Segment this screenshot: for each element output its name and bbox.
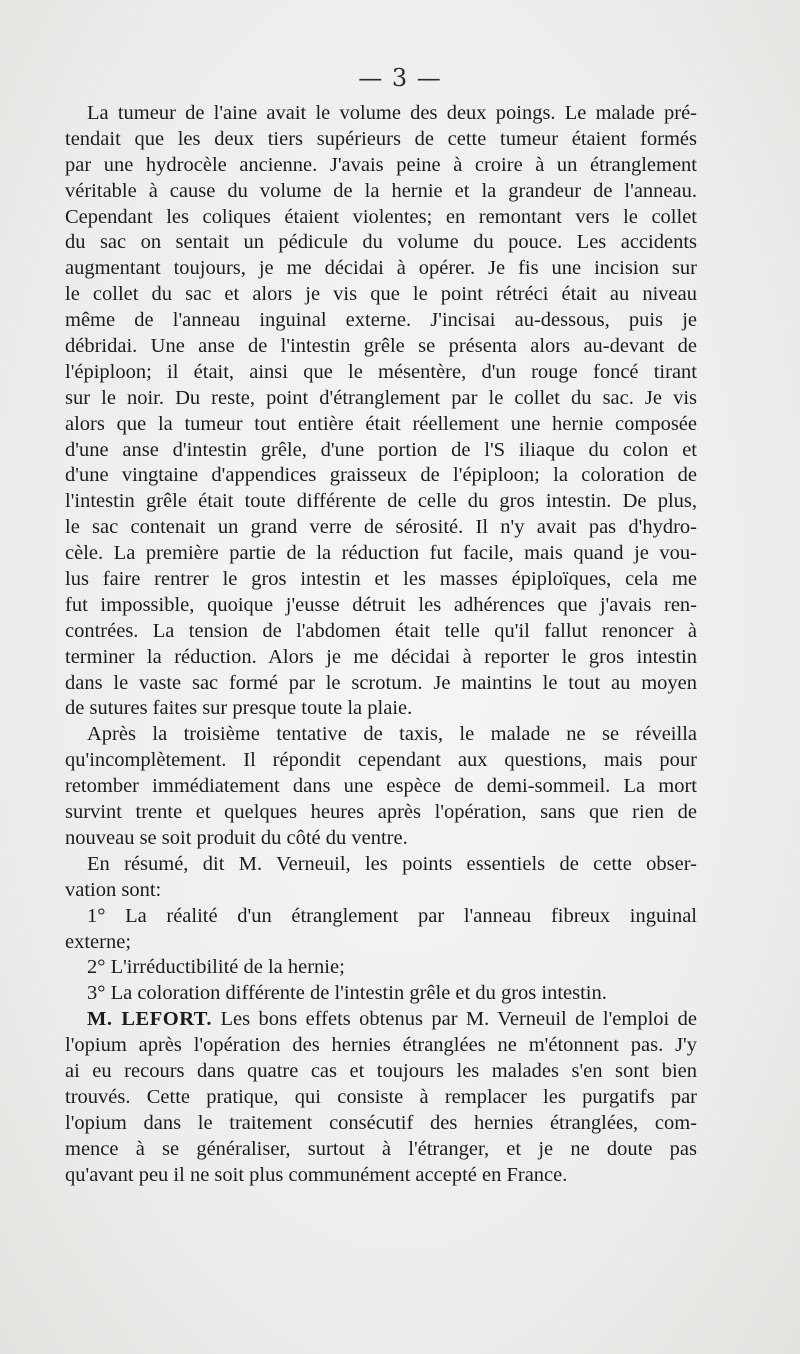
text-line: l'intestin grêle était toute différente de celle du gros intestin. De plus, [65, 490, 697, 513]
body-text [65, 101, 697, 1188]
text-line: qu'avant peu il ne soit plus communément accepté en France. [65, 1163, 568, 1186]
list-item-line: 2° L'irréductibilité de la hernie; [87, 956, 345, 979]
text-line: lus faire rentrer le gros intestin et les masses épiploïques, cela me [65, 568, 697, 591]
text-line: Après la troisième tentative de taxis, le malade ne se réveilla [87, 723, 697, 746]
text-line: d'une anse d'intestin grêle, d'une portion de l'S iliaque du colon et [65, 438, 697, 461]
list-item-line: 1° La réalité d'un étranglement par l'anneau fibreux inguinal [87, 904, 697, 927]
text-line: terminer la réduction. Alors je me décidai à reporter le gros intestin [65, 645, 697, 668]
text-line: contrées. La tension de l'abdomen était telle qu'il fallut renoncer à [65, 619, 697, 642]
text-line: l'épiploon; il était, ainsi que le mésentère, d'un rouge foncé tirant [65, 360, 697, 383]
text-line: sur le noir. Du reste, point d'étranglement par le collet du sac. Je vis [65, 386, 697, 409]
text-line: d'une vingtaine d'appendices graisseux de l'épiploon; la coloration de [65, 464, 697, 487]
speaker-name: M. LEFORT. [87, 1008, 213, 1031]
text-line: ai eu recours dans quatre cas et toujours les malades s'en sont bien [65, 1059, 697, 1082]
text-line [65, 1007, 697, 1033]
text-line: débridai. Une anse de l'intestin grêle se présenta alors au-devant de [65, 335, 697, 358]
text-line: alors que la tumeur tout entière était réellement une hernie composée [65, 412, 697, 435]
text-line: Cependant les coliques étaient violentes; en remontant vers le collet [65, 205, 697, 228]
list-item-line: 3° La coloration différente de l'intestin grêle et du gros intestin. [87, 982, 607, 1005]
text-line: véritable à cause du volume de la hernie et la grandeur de l'anneau. [65, 179, 697, 202]
speaker-text: Les bons effets obtenus par M. Verneuil de l'emploi de [212, 1008, 697, 1031]
text-line: En résumé, dit M. Verneuil, les points essentiels de cette obser- [87, 852, 697, 875]
text-line: l'opium dans le traitement consécutif des hernies étranglées, com- [65, 1111, 697, 1134]
text-line: qu'incomplètement. Il répondit cependant aux questions, mais pour [65, 749, 697, 772]
text-line: La tumeur de l'aine avait le volume des deux poings. Le malade pré- [87, 102, 697, 124]
text-line: survint trente et quelques heures après l'opération, sans que rien de [65, 801, 697, 824]
text-line: mence à se généraliser, surtout à l'étranger, et je ne doute pas [65, 1137, 697, 1160]
text-line: augmentant toujours, je me décidai à opérer. Je fis une incision sur [65, 257, 697, 280]
text-line: trouvés. Cette pratique, qui consiste à remplacer les purgatifs par [65, 1085, 697, 1108]
text-line: l'opium après l'opération des hernies étranglées ne m'étonnent pas. J'y [65, 1034, 697, 1057]
text-line: fut impossible, quoique j'eusse détruit les adhérences que j'avais ren- [65, 593, 697, 616]
text-line: de sutures faites sur presque toute la plaie. [65, 697, 413, 720]
text-line: même de l'anneau inguinal externe. J'incisai au-dessous, puis je [65, 309, 697, 332]
text-line: retomber immédiatement dans une espèce de demi-sommeil. La mort [65, 775, 697, 798]
text-line: vation sont: [65, 878, 162, 901]
text-line: le collet du sac et alors je vis que le point rétréci était au niveau [65, 283, 697, 306]
text-line: nouveau se soit produit du côté du ventre. [65, 826, 408, 849]
text-line: du sac on sentait un pédicule du volume du pouce. Les accidents [65, 231, 697, 254]
text-line: par une hydrocèle ancienne. J'avais peine à croire à un étranglement [65, 153, 697, 176]
text-line: dans le vaste sac formé par le scrotum. Je maintins le tout au moyen [65, 671, 697, 694]
list-item-line: externe; [65, 930, 132, 953]
text-line: cèle. La première partie de la réduction fut facile, mais quand je vou- [65, 542, 697, 565]
text-line: le sac contenait un grand verre de sérosité. Il n'y avait pas d'hydro- [65, 516, 697, 539]
page-number: — 3 — [358, 64, 442, 92]
text-line: tendait que les deux tiers supérieurs de cette tumeur étaient formés [65, 127, 697, 150]
